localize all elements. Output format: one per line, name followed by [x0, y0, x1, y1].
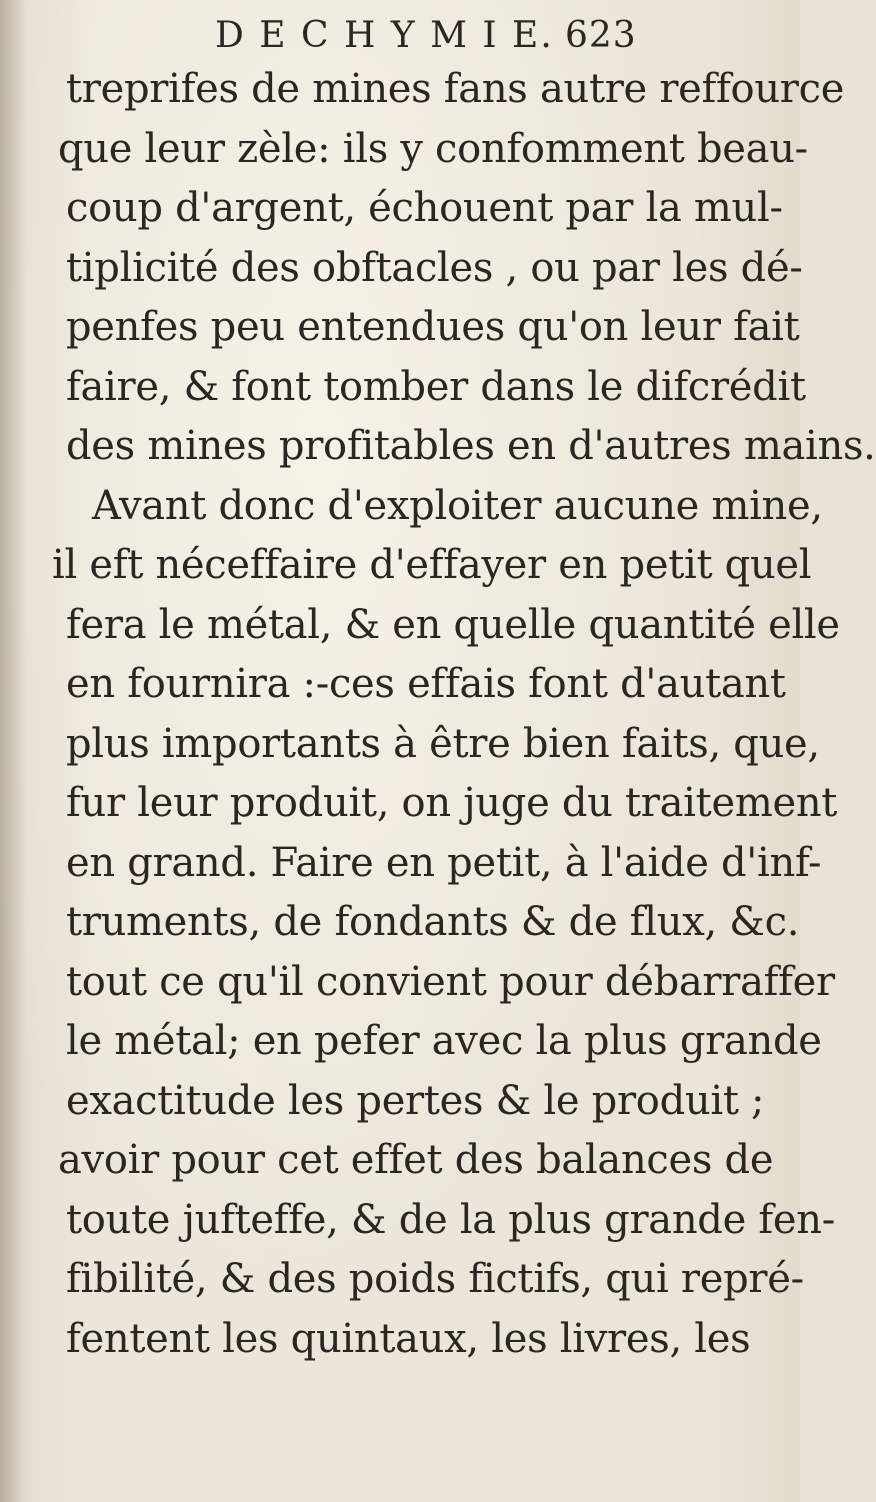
text-line: tiplicité des obftacles , ou par les dé-	[66, 244, 803, 291]
text-line: treprifes de mines fans autre reffource	[66, 66, 845, 112]
text-line: penfes peu entendues qu'on leur fait	[66, 304, 800, 350]
text-line: toute jufteffe, & de la plus grande fen-	[66, 1196, 835, 1243]
page-number: 623	[565, 15, 637, 56]
text-line: fentent les quintaux, les livres, les	[66, 1315, 751, 1362]
text-line: coup d'argent, échouent par la mul-	[66, 185, 783, 231]
text-line: avoir pour cet effet des balances de	[58, 1137, 774, 1183]
running-title: D E C H Y M I E.	[215, 15, 554, 56]
text-line: fera le métal, & en quelle quantité elle	[66, 601, 840, 648]
text-line: en fournira :-ces effais font d'autant	[66, 661, 786, 707]
running-header	[215, 8, 775, 64]
text-line: exactitude les pertes & le produit ;	[66, 1077, 765, 1124]
text-line: faire, & font tomber dans le difcrédit	[66, 363, 806, 410]
text-line: que leur zèle: ils y confomment beau-	[58, 125, 808, 172]
text-line: en grand. Faire en petit, à l'aide d'inf-	[66, 839, 822, 886]
text-line: il eft néceffaire d'effayer en petit quel	[52, 542, 812, 588]
text-line: fur leur produit, on juge du traitement	[66, 780, 838, 826]
paragraph-start-line: Avant donc d'exploiter aucune mine,	[92, 482, 823, 529]
text-line: le métal; en pefer avec la plus grande	[66, 1018, 822, 1064]
text-line: tout ce qu'il convient pour débarraffer	[66, 958, 835, 1005]
body-text	[36, 60, 876, 1369]
text-line: plus importants à être bien faits, que,	[66, 720, 820, 767]
text-line: truments, de fondants & de flux, &c.	[66, 899, 800, 945]
text-line: fibilité, & des poids fictifs, qui repré-	[66, 1256, 804, 1302]
text-line: des mines profitables en d'autres mains.	[66, 423, 876, 469]
page-gutter-shadow	[0, 0, 26, 1502]
